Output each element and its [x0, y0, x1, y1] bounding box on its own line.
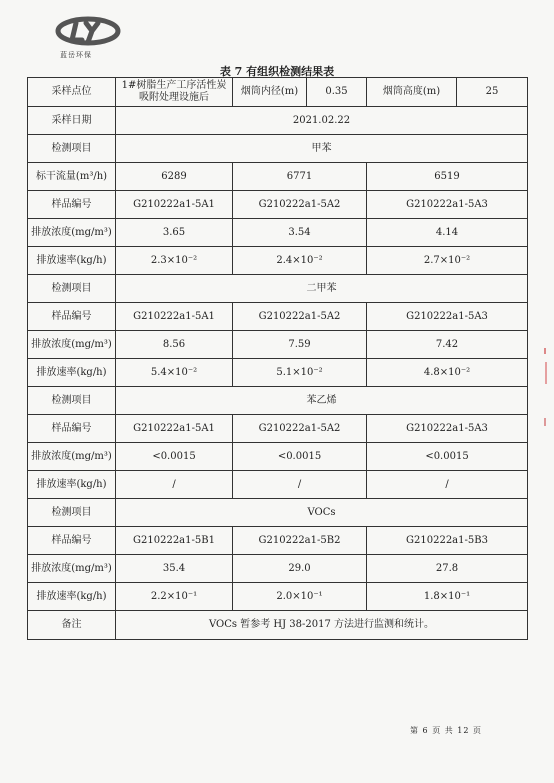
sample-no-label: 样品编号	[28, 527, 116, 555]
rate-value: 5.4×10⁻²	[116, 359, 233, 387]
item-label: 检测项目	[28, 387, 116, 415]
stack-diameter-value: 0.35	[307, 78, 367, 107]
sample-no: G210222a1-5A2	[233, 191, 367, 219]
stack-height-value: 25	[457, 78, 528, 107]
concentration-value: 7.42	[367, 331, 528, 359]
table-title: 表 7 有组织检测结果表	[219, 65, 335, 78]
sampling-date-value: 2021.02.22	[116, 107, 528, 135]
row-concentration	[28, 331, 528, 359]
row-item-vocs	[28, 499, 528, 527]
stamp-fragment	[544, 418, 546, 426]
page-number: 第 6 页 共 12 页	[410, 726, 482, 735]
flow-label: 标干流量(m³/h)	[28, 163, 116, 191]
logo-text: 蓝岳环保	[60, 51, 92, 59]
row-concentration	[28, 443, 528, 471]
stamp-fragment	[544, 348, 546, 354]
row-rate	[28, 471, 528, 499]
sample-no: G210222a1-5A1	[116, 415, 233, 443]
sampling-point-value: 1#树脂生产工序活性炭吸附处理设施后	[116, 78, 233, 107]
stamp-fragment	[545, 362, 547, 384]
row-sample-no	[28, 191, 528, 219]
sample-no: G210222a1-5A3	[367, 191, 528, 219]
row-sampling-point	[28, 78, 528, 107]
rate-value: 1.8×10⁻¹	[367, 583, 528, 611]
row-item-toluene	[28, 135, 528, 163]
flow-value: 6289	[116, 163, 233, 191]
rate-label: 排放速率(kg/h)	[28, 359, 116, 387]
sample-no: G210222a1-5A1	[116, 191, 233, 219]
row-flow	[28, 163, 528, 191]
concentration-value: 29.0	[233, 555, 367, 583]
item-name-xylene: 二甲苯	[116, 275, 528, 303]
sample-no-label: 样品编号	[28, 415, 116, 443]
concentration-value: <0.0015	[233, 443, 367, 471]
flow-value: 6519	[367, 163, 528, 191]
concentration-label: 排放浓度(mg/m³)	[28, 331, 116, 359]
rate-label: 排放速率(kg/h)	[28, 247, 116, 275]
row-remark	[28, 611, 528, 640]
remark-text: VOCs 暂参考 HJ 38-2017 方法进行监测和统计。	[116, 611, 528, 640]
rate-value: 2.3×10⁻²	[116, 247, 233, 275]
concentration-value: 8.56	[116, 331, 233, 359]
rate-value: 2.4×10⁻²	[233, 247, 367, 275]
concentration-label: 排放浓度(mg/m³)	[28, 443, 116, 471]
logo-mark-icon	[52, 14, 124, 48]
rate-value: 2.7×10⁻²	[367, 247, 528, 275]
row-sampling-date	[28, 107, 528, 135]
concentration-value: 4.14	[367, 219, 528, 247]
sample-no: G210222a1-5B2	[233, 527, 367, 555]
sample-no: G210222a1-5B1	[116, 527, 233, 555]
stack-diameter-label: 烟筒内径(m)	[233, 78, 307, 107]
sampling-point-label: 采样点位	[28, 78, 116, 107]
sample-no: G210222a1-5A2	[233, 303, 367, 331]
rate-label: 排放速率(kg/h)	[28, 471, 116, 499]
rate-value: 4.8×10⁻²	[367, 359, 528, 387]
item-label: 检测项目	[28, 135, 116, 163]
concentration-value: <0.0015	[367, 443, 528, 471]
rate-value: 5.1×10⁻²	[233, 359, 367, 387]
rate-label: 排放速率(kg/h)	[28, 583, 116, 611]
sample-no: G210222a1-5A2	[233, 415, 367, 443]
rate-value: /	[116, 471, 233, 499]
flow-value: 6771	[233, 163, 367, 191]
row-item-xylene	[28, 275, 528, 303]
sample-no: G210222a1-5A3	[367, 303, 528, 331]
stack-height-label: 烟筒高度(m)	[367, 78, 457, 107]
row-sample-no	[28, 415, 528, 443]
sample-no-label: 样品编号	[28, 191, 116, 219]
row-sample-no	[28, 303, 528, 331]
rate-value: /	[367, 471, 528, 499]
row-concentration	[28, 219, 528, 247]
item-name-vocs: VOCs	[116, 499, 528, 527]
item-name-toluene: 甲苯	[116, 135, 528, 163]
concentration-value: 7.59	[233, 331, 367, 359]
concentration-value: 27.8	[367, 555, 528, 583]
row-rate	[28, 583, 528, 611]
rate-value: /	[233, 471, 367, 499]
sample-no: G210222a1-5A3	[367, 415, 528, 443]
row-item-styrene	[28, 387, 528, 415]
row-sample-no	[28, 527, 528, 555]
sample-no: G210222a1-5A1	[116, 303, 233, 331]
item-label: 检测项目	[28, 275, 116, 303]
concentration-label: 排放浓度(mg/m³)	[28, 219, 116, 247]
results-table	[27, 77, 528, 640]
concentration-value: <0.0015	[116, 443, 233, 471]
company-logo	[52, 14, 124, 48]
concentration-label: 排放浓度(mg/m³)	[28, 555, 116, 583]
concentration-value: 3.54	[233, 219, 367, 247]
rate-value: 2.0×10⁻¹	[233, 583, 367, 611]
concentration-value: 35.4	[116, 555, 233, 583]
sample-no-label: 样品编号	[28, 303, 116, 331]
sampling-date-label: 采样日期	[28, 107, 116, 135]
row-rate	[28, 247, 528, 275]
sample-no: G210222a1-5B3	[367, 527, 528, 555]
remark-label: 备注	[28, 611, 116, 640]
row-rate	[28, 359, 528, 387]
row-concentration	[28, 555, 528, 583]
item-name-styrene: 苯乙烯	[116, 387, 528, 415]
concentration-value: 3.65	[116, 219, 233, 247]
item-label: 检测项目	[28, 499, 116, 527]
rate-value: 2.2×10⁻¹	[116, 583, 233, 611]
